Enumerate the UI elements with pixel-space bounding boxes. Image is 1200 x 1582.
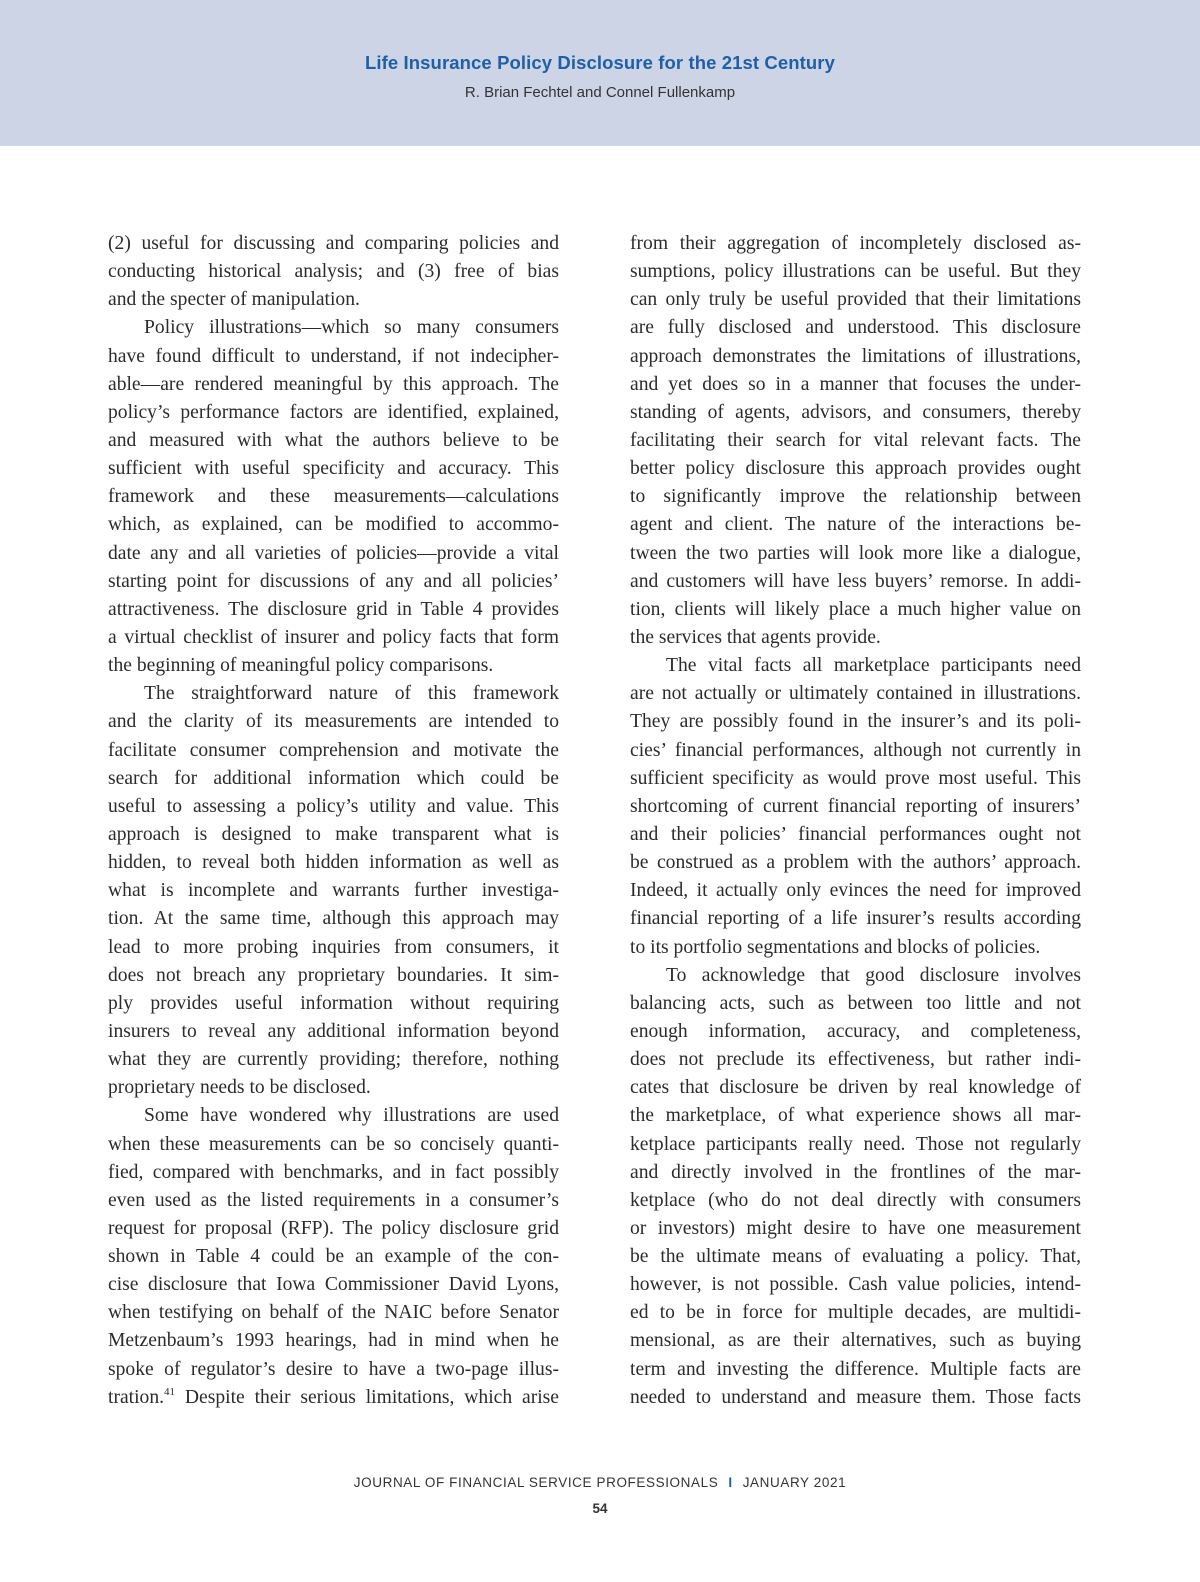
- text-line: They are possibly found in the insurer’s and its poli-: [630, 711, 1081, 733]
- text-line: term and investing the difference. Multiple facts are: [630, 1358, 1081, 1380]
- text-line: cies’ financial performances, although not currently in: [630, 739, 1081, 761]
- text-line: be construed as a problem with the authors’ approach.: [630, 852, 1081, 874]
- text-line: agent and client. The nature of the interactions be-: [630, 514, 1081, 536]
- text-fragment: tration.: [108, 1386, 165, 1408]
- text-line: or investors) might desire to have one measurement: [630, 1217, 1081, 1239]
- text-line: useful to assessing a policy’s utility and value. This: [108, 795, 559, 817]
- text-line: [108, 1384, 559, 1412]
- text-line: needed to understand and measure them. Those facts: [630, 1386, 1081, 1408]
- text-line: the beginning of meaningful policy comparisons.: [108, 655, 494, 677]
- text-line: sumptions, policy illustrations can be useful. But they: [630, 261, 1081, 283]
- text-line: be the ultimate means of evaluating a policy. That,: [630, 1246, 1081, 1268]
- text-line: balancing acts, such as between too little and not: [630, 992, 1081, 1014]
- text-line: ply provides useful information without requiring: [108, 992, 559, 1014]
- text-line: proprietary needs to be disclosed.: [108, 1077, 371, 1099]
- text-line: conducting historical analysis; and (3) free of bias: [108, 261, 559, 283]
- footnote-reference[interactable]: 41: [164, 1385, 176, 1398]
- text-line: date any and all varieties of policies—provide a vital: [108, 542, 559, 564]
- text-line: can only truly be useful provided that their limitations: [630, 289, 1081, 311]
- text-line: and customers will have less buyers’ remorse. In addi-: [630, 570, 1081, 592]
- text-line: tion, clients will likely place a much higher value on: [630, 598, 1081, 620]
- text-line: are not actually or ultimately contained in illustrations.: [630, 683, 1081, 705]
- footer-journal-line: [0, 1475, 1200, 1490]
- text-line: financial reporting of a life insurer’s results according: [630, 908, 1081, 930]
- text-line: better policy disclosure this approach provides ought: [630, 458, 1081, 480]
- text-line: standing of agents, advisors, and consumers, thereby: [630, 401, 1081, 423]
- text-line: the services that agents provide.: [630, 626, 881, 648]
- text-line: able—are rendered meaningful by this approach. The: [108, 373, 559, 395]
- text-line: ketplace participants really need. Those not regularly: [630, 1133, 1081, 1155]
- text-line: Metzenbaum’s 1993 hearings, had in mind when he: [108, 1330, 559, 1352]
- text-line: tween the two parties will look more like a dialogue,: [630, 542, 1081, 564]
- text-line: to its portfolio segmentations and blocks of policies.: [630, 936, 1041, 958]
- text-line: approach is designed to make transparent what is: [108, 823, 559, 845]
- text-line: Policy illustrations—which so many consumers: [144, 317, 559, 339]
- text-line: To acknowledge that good disclosure involves: [666, 964, 1081, 986]
- text-line: and yet does so in a manner that focuses the under-: [630, 373, 1081, 395]
- text-line: search for additional information which could be: [108, 767, 559, 789]
- text-line: sufficient specificity as would prove most useful. This: [630, 767, 1081, 789]
- footer-separator: I: [728, 1475, 733, 1490]
- text-line: Some have wondered why illustrations are used: [144, 1105, 559, 1127]
- text-line: the marketplace, of what experience shows all mar-: [630, 1105, 1081, 1127]
- text-line: Indeed, it actually only evinces the need for improved: [630, 880, 1081, 902]
- text-line: spoke of regulator’s desire to have a two-page illus-: [108, 1358, 559, 1380]
- text-line: starting point for discussions of any and all policies’: [108, 570, 559, 592]
- text-line: and the clarity of its measurements are intended to: [108, 711, 559, 733]
- text-line: shortcoming of current financial reporting of insurers’: [630, 795, 1081, 817]
- text-line: enough information, accuracy, and completeness,: [630, 1020, 1081, 1042]
- text-line: which, as explained, can be modified to accommo-: [108, 514, 559, 536]
- journal-name: JOURNAL OF FINANCIAL SERVICE PROFESSIONALS: [353, 1475, 719, 1490]
- text-line: when testifying on behalf of the NAIC before Senator: [108, 1302, 559, 1324]
- text-line: and the specter of manipulation.: [108, 289, 360, 311]
- text-line: however, is not possible. Cash value policies, intend-: [630, 1274, 1081, 1296]
- article-title: Life Insurance Policy Disclosure for the 21st Century: [365, 52, 835, 73]
- text-line: fied, compared with benchmarks, and in fact possibly: [108, 1161, 559, 1183]
- text-line: policy’s performance factors are identified, explained,: [108, 401, 559, 423]
- text-line: what they are currently providing; therefore, nothing: [108, 1049, 559, 1071]
- text-line: request for proposal (RFP). The policy disclosure grid: [108, 1217, 559, 1239]
- text-line: insurers to reveal any additional information beyond: [108, 1020, 559, 1042]
- text-line: even used as the listed requirements in a consumer’s: [108, 1189, 559, 1211]
- text-line: facilitating their search for vital relevant facts. The: [630, 429, 1081, 451]
- text-line: (2) useful for discussing and comparing policies and: [108, 233, 559, 254]
- page-number: 54: [592, 1501, 608, 1516]
- text-line: ketplace (who do not deal directly with consumers: [630, 1189, 1081, 1211]
- text-line: from their aggregation of incompletely disclosed as-: [630, 233, 1081, 254]
- text-fragment: Despite their serious limitations, which arise: [175, 1386, 559, 1408]
- text-line: approach demonstrates the limitations of illustrations,: [630, 345, 1081, 367]
- text-line: have found difficult to understand, if not indecipher-: [108, 345, 559, 367]
- text-line: framework and these measurements—calculations: [108, 486, 559, 508]
- text-line: The vital facts all marketplace participants need: [666, 655, 1081, 677]
- text-line: ed to be in force for multiple decades, are multidi-: [630, 1302, 1081, 1324]
- text-line: and measured with what the authors believe to be: [108, 429, 559, 451]
- article-authors: R. Brian Fechtel and Connel Fullenkamp: [464, 84, 736, 101]
- text-line: to significantly improve the relationship between: [630, 486, 1081, 508]
- text-line: are fully disclosed and understood. This disclosure: [630, 317, 1081, 339]
- issue-date: JANUARY 2021: [742, 1475, 847, 1490]
- text-line: what is incomplete and warrants further investiga-: [108, 880, 559, 902]
- text-line: tion. At the same time, although this approach may: [108, 908, 559, 930]
- text-line: when these measurements can be so concisely quanti-: [108, 1133, 559, 1155]
- text-line: shown in Table 4 could be an example of the con-: [108, 1246, 559, 1268]
- text-line: attractiveness. The disclosure grid in Table 4 provides: [108, 598, 559, 620]
- text-line: The straightforward nature of this framework: [144, 683, 559, 705]
- text-line: mensional, as are their alternatives, such as buying: [630, 1330, 1081, 1352]
- text-line: does not preclude its effectiveness, but rather indi-: [630, 1049, 1081, 1071]
- text-line: lead to more probing inquiries from consumers, it: [108, 936, 559, 958]
- text-line: a virtual checklist of insurer and policy facts that form: [108, 626, 559, 648]
- text-line: and directly involved in the frontlines of the mar-: [630, 1161, 1081, 1183]
- text-line: sufficient with useful specificity and accuracy. This: [108, 458, 559, 480]
- text-line: cates that disclosure be driven by real knowledge of: [630, 1077, 1081, 1099]
- text-line: does not breach any proprietary boundaries. It sim-: [108, 964, 559, 986]
- left-column: [108, 230, 559, 1412]
- text-line: and their policies’ financial performances ought not: [630, 823, 1081, 845]
- text-line: facilitate consumer comprehension and motivate the: [108, 739, 559, 761]
- right-column: [630, 230, 1081, 1412]
- text-line: cise disclosure that Iowa Commissioner David Lyons,: [108, 1274, 559, 1296]
- text-line: hidden, to reveal both hidden information as well as: [108, 852, 559, 874]
